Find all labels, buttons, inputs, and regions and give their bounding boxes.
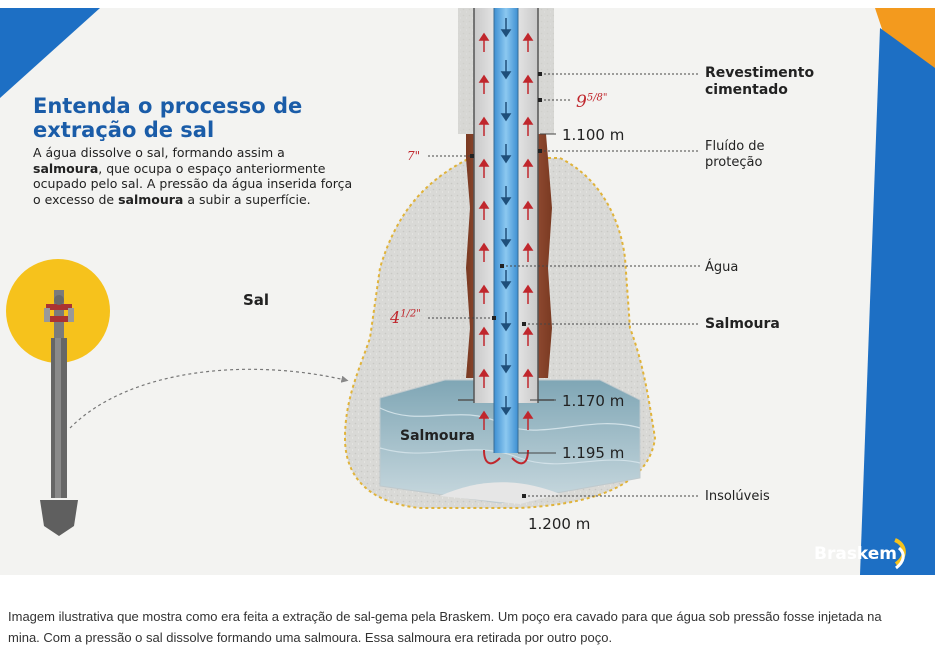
diameter-9-5-8: $9^{5/8"}$: [576, 92, 608, 112]
label-salmoura-cavern: Salmoura: [400, 428, 475, 444]
label-sal: Sal: [243, 291, 270, 309]
image-caption: Imagem ilustrativa que mostra como era feita a extração de sal-gema pela Braskem. Um poço era cavado para que água sob pressão fosse injetada na mina. Com a pressão o sal dissolve formando uma salmoura. Essa salmoura era retirada por outro poço.: [8, 609, 882, 645]
corner-accent-right-blue: [860, 28, 935, 575]
diameter-7: 7": [407, 149, 421, 163]
label-fluido: Fluído de proteção: [705, 139, 765, 170]
intro-text: A água dissolve o sal, formando assim a salmoura, que ocupa o espaço anteriormente ocupado pelo sal. A pressão da água inserida força o excesso de salmoura a subir a superfície.: [33, 145, 353, 207]
label-salmoura: Salmoura: [705, 316, 780, 332]
depth-1195: 1.195 m: [562, 444, 625, 462]
label-insoluveis: Insolúveis: [705, 489, 770, 504]
label-revestimento: Revestimento cimentado: [705, 65, 815, 98]
depth-1100: 1.100 m: [562, 126, 625, 144]
pointer-curve: [70, 369, 345, 428]
label-agua: Água: [705, 260, 739, 275]
depth-1200: 1.200 m: [528, 515, 591, 533]
page-title: Entenda o processo de extração de sal: [33, 94, 303, 142]
depth-1170: 1.170 m: [562, 392, 625, 410]
brand-name: Braskem: [814, 544, 898, 564]
extraction-diagram: [0, 8, 935, 575]
diameter-4-1-2: $4^{1/2"}$: [390, 308, 421, 327]
corner-accent-left: [0, 8, 100, 98]
